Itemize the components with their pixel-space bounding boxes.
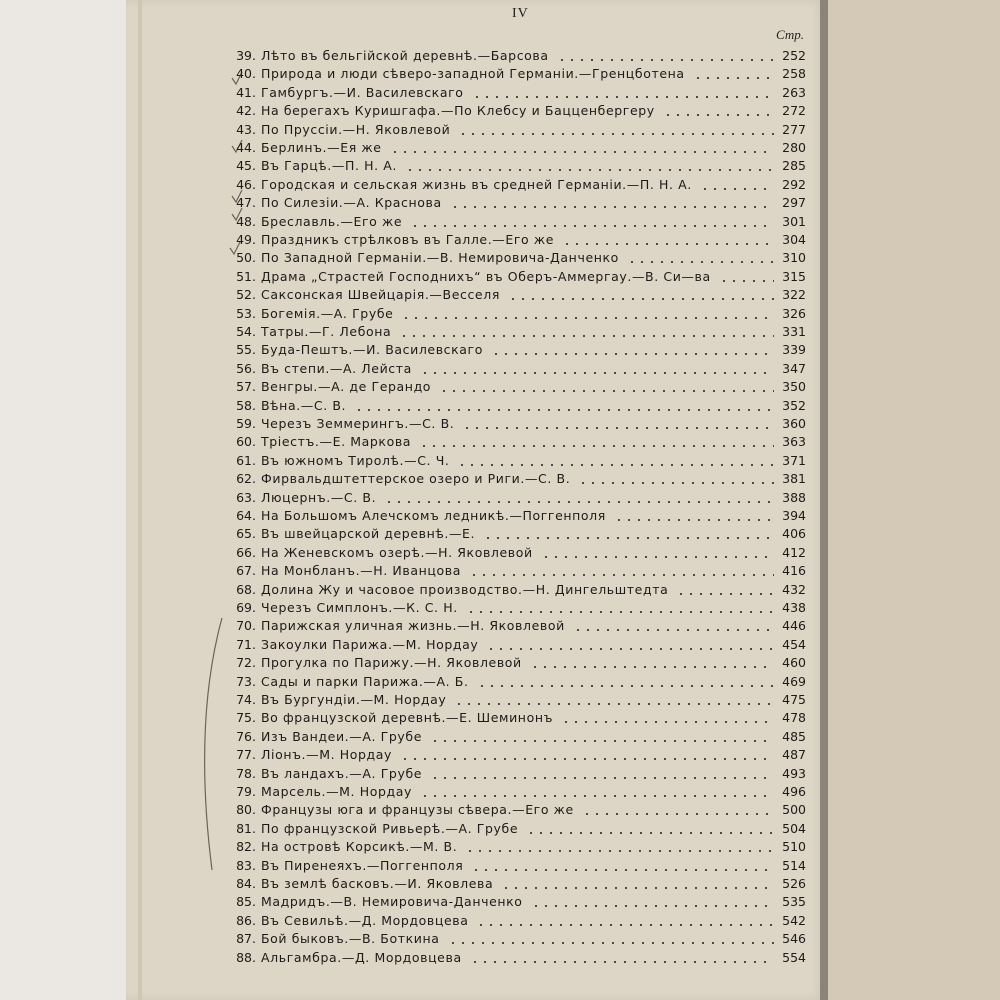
entry-page: 339	[782, 342, 806, 358]
entry-page: 412	[782, 544, 806, 560]
entry-page: 526	[782, 876, 806, 891]
leader-dots	[508, 298, 774, 300]
entry-title: Мадридъ.—В. Немировича-Данченко	[261, 894, 523, 910]
leader-dots	[557, 59, 774, 61]
leader-dots	[439, 390, 774, 392]
entry-title: Въ ландахъ.—А. Грубе	[261, 765, 423, 781]
toc-entry	[214, 674, 814, 692]
leader-dots	[526, 832, 774, 834]
leader-dots	[614, 519, 774, 521]
leader-dots	[541, 556, 774, 558]
entry-number: 45.	[236, 158, 256, 174]
entry-title: Альгамбра.—Д. Мордовцева	[261, 949, 462, 965]
entry-number: 81.	[236, 820, 256, 836]
leader-dots	[578, 482, 774, 484]
entry-title: Въ Пиренеяхъ.—Поггенполя	[261, 857, 464, 873]
leader-dots	[430, 777, 774, 779]
entry-number: 62.	[236, 471, 256, 487]
entry-title: Фирвальдштеттерское озеро и Риги.—С. В.	[261, 471, 571, 487]
entry-title: Люцернъ.—С. В.	[261, 489, 377, 505]
entry-number: 42.	[236, 103, 256, 119]
entry-page: 277	[782, 121, 806, 137]
entry-title: Въ землѣ басковъ.—И. Яковлева	[261, 876, 494, 891]
entry-page: 304	[782, 232, 806, 247]
toc-entry	[214, 453, 814, 471]
toc-entry	[214, 306, 814, 324]
entry-page: 350	[782, 379, 806, 395]
entry-title: Драма „Страстей Господнихъ“ въ Оберъ-Аммергау.—В. Си—ва	[261, 268, 711, 284]
entry-number: 88.	[236, 949, 256, 965]
entry-title: Изъ Вандеи.—А. Грубе	[261, 728, 422, 744]
toc-entry	[214, 324, 814, 342]
entry-page: 363	[782, 434, 806, 450]
entry-number: 77.	[236, 747, 256, 763]
entry-number: 39.	[236, 48, 256, 63]
entry-title: Бреславль.—Его же	[261, 213, 403, 229]
entry-page: 252	[782, 48, 806, 63]
toc-entry	[214, 140, 814, 158]
entry-number: 46.	[236, 176, 256, 192]
entry-title: На островѣ Корсикѣ.—М. В.	[261, 839, 458, 855]
toc-entry	[214, 48, 814, 66]
entry-title: Вѣна.—С. В.	[261, 397, 347, 413]
toc-entry	[214, 692, 814, 710]
entry-title: Татры.—Г. Лебона	[261, 324, 392, 339]
entry-title: Сады и парки Парижа.—А. Б.	[261, 673, 469, 689]
entry-number: 41.	[236, 84, 256, 100]
entry-number: 76.	[236, 728, 256, 744]
entry-number: 75.	[236, 710, 256, 726]
entry-title: На Монбланъ.—Н. Иванцова	[261, 563, 461, 579]
entry-number: 51.	[236, 268, 256, 284]
toc-entry	[214, 913, 814, 931]
leader-dots	[573, 629, 774, 631]
entry-title: Въ Гарцѣ.—П. Н. А.	[261, 158, 397, 174]
entry-page: 322	[782, 287, 806, 303]
toc-entry	[214, 122, 814, 140]
entry-number: 86.	[236, 912, 256, 928]
leader-dots	[390, 151, 774, 153]
entry-number: 79.	[236, 784, 256, 799]
leader-dots	[663, 114, 774, 116]
toc-entry	[214, 784, 814, 802]
entry-page: 514	[782, 857, 806, 873]
toc-entry	[214, 545, 814, 563]
entry-number: 67.	[236, 563, 256, 579]
entry-title: Въ степи.—А. Лейста	[261, 360, 412, 376]
leader-dots	[561, 721, 774, 723]
leader-dots	[448, 942, 774, 944]
toc-entry	[214, 214, 814, 232]
leader-dots	[354, 409, 774, 411]
entry-title: По Пруссіи.—Н. Яковлевой	[261, 121, 451, 137]
toc-entry	[214, 839, 814, 857]
entry-number: 55.	[236, 342, 256, 358]
toc-entry	[214, 858, 814, 876]
entry-page: 347	[782, 360, 806, 376]
entry-title: Черезъ Симплонъ.—К. С. Н.	[261, 600, 458, 615]
entry-number: 48.	[236, 213, 256, 229]
entry-number: 69.	[236, 600, 256, 615]
toc-entry	[214, 103, 814, 121]
entry-page: 438	[782, 600, 806, 615]
entry-title: Долина Жу и часовое производство.—Н. Дингельштедта	[261, 581, 669, 597]
entry-title: Берлинъ.—Ея же	[261, 140, 382, 155]
leader-dots	[466, 611, 774, 613]
toc-entry	[214, 876, 814, 894]
leader-dots	[399, 335, 774, 337]
entry-number: 87.	[236, 931, 256, 947]
toc-entry	[214, 802, 814, 820]
toc-entry	[214, 950, 814, 968]
entry-number: 60.	[236, 434, 256, 450]
entry-number: 44.	[236, 140, 256, 155]
entry-page: 469	[782, 673, 806, 689]
entry-number: 65.	[236, 526, 256, 542]
entry-number: 68.	[236, 581, 256, 597]
toc-entry	[214, 508, 814, 526]
entry-title: По Западной Германіи.—В. Немировича-Данченко	[261, 250, 619, 266]
leader-dots	[450, 206, 774, 208]
toc-entry	[214, 232, 814, 250]
entry-number: 47.	[236, 195, 256, 211]
entry-page: 297	[782, 195, 806, 211]
entry-title: Въ южномъ Тиролѣ.—С. Ч.	[261, 452, 450, 468]
entry-page: 487	[782, 747, 806, 763]
leader-dots	[472, 96, 774, 98]
entry-number: 73.	[236, 673, 256, 689]
toc-entry	[214, 361, 814, 379]
entry-title: Въ швейцарской деревнѣ.—Е.	[261, 526, 476, 542]
entry-title: Бой быковъ.—В. Боткина	[261, 931, 440, 947]
toc-entry	[214, 379, 814, 397]
leader-dots	[469, 574, 774, 576]
leader-dots	[491, 353, 774, 355]
entry-page: 446	[782, 618, 806, 634]
toc-entry	[214, 195, 814, 213]
entry-number: 85.	[236, 894, 256, 910]
entry-page: 496	[782, 784, 806, 799]
entry-page: 554	[782, 949, 806, 965]
entry-page: 432	[782, 581, 806, 597]
leader-dots	[562, 243, 774, 245]
entry-number: 43.	[236, 121, 256, 137]
toc-entry	[214, 416, 814, 434]
entry-page: 542	[782, 912, 806, 928]
entry-page: 493	[782, 765, 806, 781]
entry-title: Парижская уличная жизнь.—Н. Яковлевой	[261, 618, 565, 634]
entry-number: 50.	[236, 250, 256, 266]
entry-page: 315	[782, 268, 806, 284]
toc-entry	[214, 398, 814, 416]
entry-number: 57.	[236, 379, 256, 395]
toc-entry	[214, 287, 814, 305]
entry-title: Прогулка по Парижу.—Н. Яковлевой	[261, 655, 522, 671]
entry-page: 326	[782, 305, 806, 321]
leader-dots	[483, 537, 774, 539]
entry-title: Городская и сельская жизнь въ средней Германіи.—П. Н. А.	[261, 176, 692, 192]
entry-number: 83.	[236, 857, 256, 873]
entry-page: 280	[782, 140, 806, 155]
toc-entry	[214, 637, 814, 655]
leader-dots	[676, 593, 774, 595]
entry-number: 61.	[236, 452, 256, 468]
leader-dots	[476, 924, 774, 926]
leader-dots	[458, 133, 774, 135]
entry-title: Лѣто въ бельгійской деревнѣ.—Барсова	[261, 48, 549, 63]
entry-number: 66.	[236, 544, 256, 560]
toc-entry	[214, 563, 814, 581]
entry-title: Венгры.—А. де Герандо	[261, 379, 432, 395]
entry-title: На берегахъ Куришгафа.—По Клебсу и Бацценбергеру	[261, 103, 655, 119]
entry-page: 371	[782, 452, 806, 468]
entry-number: 54.	[236, 324, 256, 339]
toc-entry	[214, 894, 814, 912]
entry-page: 352	[782, 397, 806, 413]
entry-title: Закоулки Парижа.—М. Нордау	[261, 636, 479, 652]
leader-dots	[384, 501, 774, 503]
entry-title: На Большомъ Алечскомъ ледникѣ.—Поггенполя	[261, 508, 606, 523]
entry-number: 84.	[236, 876, 256, 891]
leader-dots	[471, 869, 774, 871]
leader-dots	[457, 464, 774, 466]
entry-page: 263	[782, 84, 806, 100]
entry-number: 49.	[236, 232, 256, 247]
entry-page: 331	[782, 324, 806, 339]
leader-dots	[470, 961, 774, 963]
leader-dots	[627, 261, 774, 263]
toc-entry	[214, 177, 814, 195]
entry-page: 504	[782, 820, 806, 836]
leader-dots	[420, 372, 774, 374]
entry-title: Черезъ Земмерингъ.—С. В.	[261, 416, 455, 431]
entry-title: Ліонъ.—М. Нордау	[261, 747, 393, 763]
entry-title: Праздникъ стрѣлковъ въ Галле.—Его же	[261, 232, 555, 247]
toc-entry	[214, 747, 814, 765]
entry-title: Природа и люди сѣверо-западной Германіи.—Гренцботена	[261, 66, 685, 82]
entry-page: 394	[782, 508, 806, 523]
entry-page: 292	[782, 176, 806, 192]
entry-page: 310	[782, 250, 806, 266]
entry-title: Французы юга и французы сѣвера.—Его же	[261, 802, 574, 818]
toc-entry	[214, 269, 814, 287]
leader-dots	[462, 427, 774, 429]
entry-number: 71.	[236, 636, 256, 652]
leader-dots	[531, 905, 774, 907]
entry-number: 58.	[236, 397, 256, 413]
toc-entry	[214, 85, 814, 103]
toc-entry	[214, 490, 814, 508]
leader-dots	[693, 77, 774, 79]
entry-page: 360	[782, 416, 806, 431]
entry-page: 500	[782, 802, 806, 818]
entry-page: 272	[782, 103, 806, 119]
entry-number: 74.	[236, 692, 256, 707]
entry-title: Гамбургъ.—И. Василевскаго	[261, 84, 464, 100]
entry-page: 454	[782, 636, 806, 652]
entry-number: 64.	[236, 508, 256, 523]
leader-dots	[700, 188, 774, 190]
leader-dots	[719, 280, 774, 282]
leader-dots	[405, 169, 774, 171]
entry-number: 80.	[236, 802, 256, 818]
toc-entry	[214, 158, 814, 176]
leader-dots	[477, 685, 774, 687]
leader-dots	[465, 850, 774, 852]
entry-title: Въ Севильѣ.—Д. Мордовцева	[261, 912, 469, 928]
entry-page: 285	[782, 158, 806, 174]
entry-number: 59.	[236, 416, 256, 431]
toc-entry	[214, 821, 814, 839]
toc-entry	[214, 655, 814, 673]
entry-number: 52.	[236, 287, 256, 303]
entry-title: По французской Ривьерѣ.—А. Грубе	[261, 820, 519, 836]
leader-dots	[401, 317, 774, 319]
entry-number: 56.	[236, 360, 256, 376]
entry-number: 70.	[236, 618, 256, 634]
entry-page: 416	[782, 563, 806, 579]
entry-page: 406	[782, 526, 806, 542]
entry-title: Богемія.—А. Грубе	[261, 305, 394, 321]
entry-number: 63.	[236, 489, 256, 505]
entry-number: 82.	[236, 839, 256, 855]
entry-title: Саксонская Швейцарія.—Весселя	[261, 287, 500, 303]
entry-page: 381	[782, 471, 806, 487]
toc-entry	[214, 434, 814, 452]
entry-page: 546	[782, 931, 806, 947]
entry-page: 510	[782, 839, 806, 855]
toc-entry	[214, 618, 814, 636]
leader-dots	[530, 666, 774, 668]
entry-title: Буда-Пештъ.—И. Василевскаго	[261, 342, 483, 358]
entry-page: 460	[782, 655, 806, 671]
toc-entry	[214, 582, 814, 600]
leader-dots	[400, 758, 774, 760]
leader-dots	[430, 740, 774, 742]
leader-dots	[419, 445, 774, 447]
entry-title: По Силезіи.—А. Краснова	[261, 195, 442, 211]
entry-page: 388	[782, 489, 806, 505]
entry-page: 258	[782, 66, 806, 82]
toc-entry	[214, 471, 814, 489]
page-number: IV	[512, 6, 529, 21]
toc-entry	[214, 710, 814, 728]
toc-entry	[214, 342, 814, 360]
toc-entry	[214, 766, 814, 784]
entry-number: 40.	[236, 66, 256, 82]
leader-dots	[582, 813, 774, 815]
entry-page: 535	[782, 894, 806, 910]
toc-entry	[214, 931, 814, 949]
entry-page: 478	[782, 710, 806, 726]
page-column-header: Стр.	[776, 27, 804, 42]
entry-number: 53.	[236, 305, 256, 321]
leader-dots	[486, 648, 774, 650]
leader-dots	[410, 225, 774, 227]
entry-number: 78.	[236, 765, 256, 781]
leader-dots	[454, 703, 774, 705]
entry-page: 475	[782, 692, 806, 707]
toc-entry	[214, 250, 814, 268]
entry-title: Въ Бургундіи.—М. Нордау	[261, 692, 447, 707]
toc-entry	[214, 729, 814, 747]
entry-page: 485	[782, 728, 806, 744]
entry-title: На Женевскомъ озерѣ.—Н. Яковлевой	[261, 544, 533, 560]
entry-title: Тріестъ.—Е. Маркова	[261, 434, 412, 450]
entry-title: Во французской деревнѣ.—Е. Шеминонъ	[261, 710, 554, 726]
toc-entry	[214, 526, 814, 544]
entry-number: 72.	[236, 655, 256, 671]
entry-title: Марсель.—М. Нордау	[261, 784, 412, 799]
entry-page: 301	[782, 213, 806, 229]
leader-dots	[501, 887, 774, 889]
leader-dots	[420, 795, 774, 797]
toc-entry	[214, 66, 814, 84]
toc-entry	[214, 600, 814, 618]
